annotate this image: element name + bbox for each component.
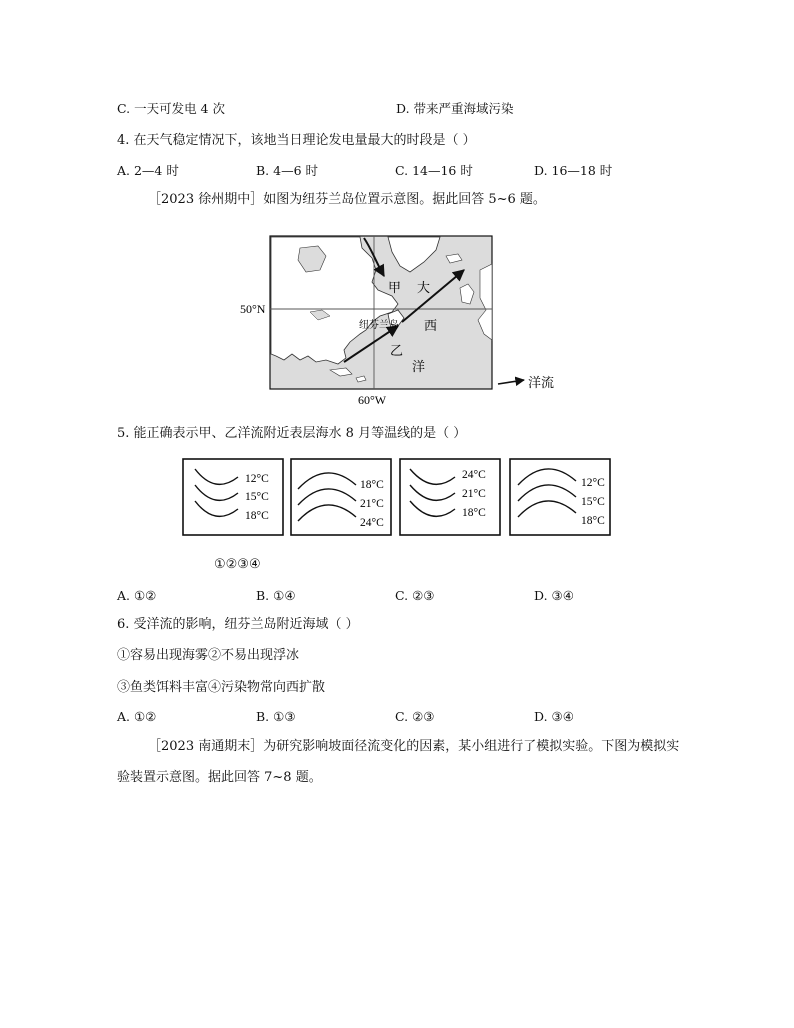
panel-1-label-3: 18°C [245, 510, 269, 522]
q6-option-a: A. ①② [117, 709, 157, 724]
q6-line-1: ①容易出现海雾②不易出现浮冰 [117, 648, 300, 663]
panel-2-label-3: 24°C [360, 517, 384, 529]
q3-option-d: D. 带来严重海域污染 [396, 101, 514, 116]
q6-line-2: ③鱼类饵料丰富④污染物常向西扩散 [117, 680, 326, 695]
isotherm-panel-1 [183, 459, 283, 535]
q5-stem: 5. 能正确表示甲、乙洋流附近表层海水 8 月等温线的是（ ） [117, 426, 467, 441]
panel-2-label-1: 18°C [360, 479, 384, 491]
current-yi-label: 乙 [390, 343, 404, 358]
ocean-label-2: 西 [424, 318, 438, 333]
panel-3-label-2: 21°C [462, 488, 486, 500]
current-jia-label: 甲 [388, 280, 402, 295]
q6-option-d: D. ③④ [534, 709, 574, 724]
panel-1-label-1: 12°C [245, 473, 269, 485]
newfoundland-map [0, 230, 794, 430]
panel-3-label-3: 18°C [462, 507, 486, 519]
intro-5-6: ［2023 徐州期中］如图为纽芬兰岛位置示意图。据此回答 5~6 题。 [148, 192, 546, 207]
q5-panel-numbers: ①②③④ [214, 557, 261, 572]
q5-option-d: D. ③④ [534, 588, 574, 603]
isotherm-panel-3 [400, 459, 500, 535]
q4-option-a: A. 2—4 时 [117, 163, 179, 178]
panel-2-label-2: 21°C [360, 498, 384, 510]
q3-option-c: C. 一天可发电 4 次 [117, 101, 225, 116]
q6-option-c: C. ②③ [395, 709, 435, 724]
q4-option-b: B. 4—6 时 [256, 163, 319, 178]
lat-label: 50°N [240, 302, 266, 316]
island-label: 纽芬兰岛 [359, 320, 399, 331]
q4-stem: 4. 在天气稳定情况下，该地当日理论发电量最大的时段是（ ） [117, 133, 476, 148]
q5-option-b: B. ①④ [256, 588, 296, 603]
intro-7-8-line-2: 验装置示意图。据此回答 7~8 题。 [117, 770, 322, 785]
q5-option-a: A. ①② [117, 588, 157, 603]
q4-option-d: D. 16—18 时 [534, 163, 613, 178]
panel-4-label-2: 15°C [581, 496, 605, 508]
panel-4-label-1: 12°C [581, 477, 605, 489]
lon-label: 60°W [358, 393, 387, 407]
panel-4-label-3: 18°C [581, 515, 605, 527]
intro-7-8-line-1: ［2023 南通期末］为研究影响坡面径流变化的因素，某小组进行了模拟实验。下图为模拟实 [148, 739, 680, 754]
ocean-label-1: 大 [417, 280, 431, 295]
q4-option-c: C. 14—16 时 [395, 163, 473, 178]
panel-1-label-2: 15°C [245, 491, 269, 503]
q5-option-c: C. ②③ [395, 588, 435, 603]
legend-arrow [498, 380, 524, 384]
panel-3-label-1: 24°C [462, 469, 486, 481]
isotherm-panel-2 [291, 459, 391, 535]
q6-stem: 6. 受洋流的影响，纽芬兰岛附近海域（ ） [117, 617, 359, 632]
ocean-label-3: 洋 [412, 359, 426, 374]
isotherm-panel-4 [510, 459, 610, 535]
isotherm-panels [0, 455, 794, 545]
q6-option-b: B. ①③ [256, 709, 296, 724]
legend-label: 洋流 [528, 375, 555, 390]
